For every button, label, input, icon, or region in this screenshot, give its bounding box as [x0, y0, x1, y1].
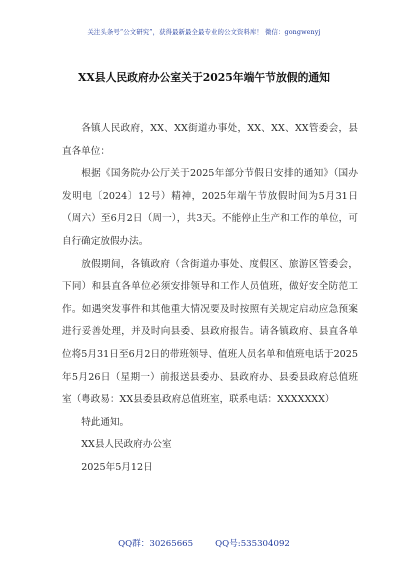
footer-contacts	[0, 537, 408, 549]
qq-account-number: QQ号:535304092	[215, 539, 290, 549]
paragraph-basis: 根据《国务院办公厅关于2025年部分节假日安排的通知》（国办发明电〔2024〕12号）精神，2025年端午节放假时间为5月31日（周六）至6月2日（周一），共3天。不能停止生产和工作的单位，可自行确定放假办法。	[62, 168, 358, 247]
issue-date: 2025年5月12日	[81, 461, 153, 473]
issuer-name: XX县人民政府办公室	[81, 439, 172, 451]
promo-banner: 关注头条号“公文研究”，获得最新最全最专业的公文资料库！ 微信：gongwenyj	[87, 28, 321, 36]
salutation: 各镇人民政府，XX、XX街道办事处，XX、XX、XX管委会，县直各单位：	[62, 123, 358, 157]
closing-line: 特此通知。	[81, 416, 130, 428]
document-body	[62, 118, 358, 480]
paragraph-duty-arrangement: 放假期间，各镇政府（含街道办事处、度假区、旅游区管委会，下同）和县直各单位必须安排领导和工作人员值班，做好安全防范工作。如遇突发事件和其他重大情况要及时按照有关规定启动应急预案进行妥善处理，并及时向县委、县政府报告。请各镇政府、县直各单位将5月31日至6月2日的带班领导、值班人员名单和值班电话于2025年5月26日（星期一）前报送县委办、县政府办、县委县政府总值班室（粤政易：XX县委县政府总值班室，联系电话：XXXXXXX）	[62, 258, 358, 406]
document-title: XX县人民政府办公室关于2025年端午节放假的通知	[78, 71, 330, 84]
qq-group-number: QQ群：30265665	[118, 539, 194, 549]
